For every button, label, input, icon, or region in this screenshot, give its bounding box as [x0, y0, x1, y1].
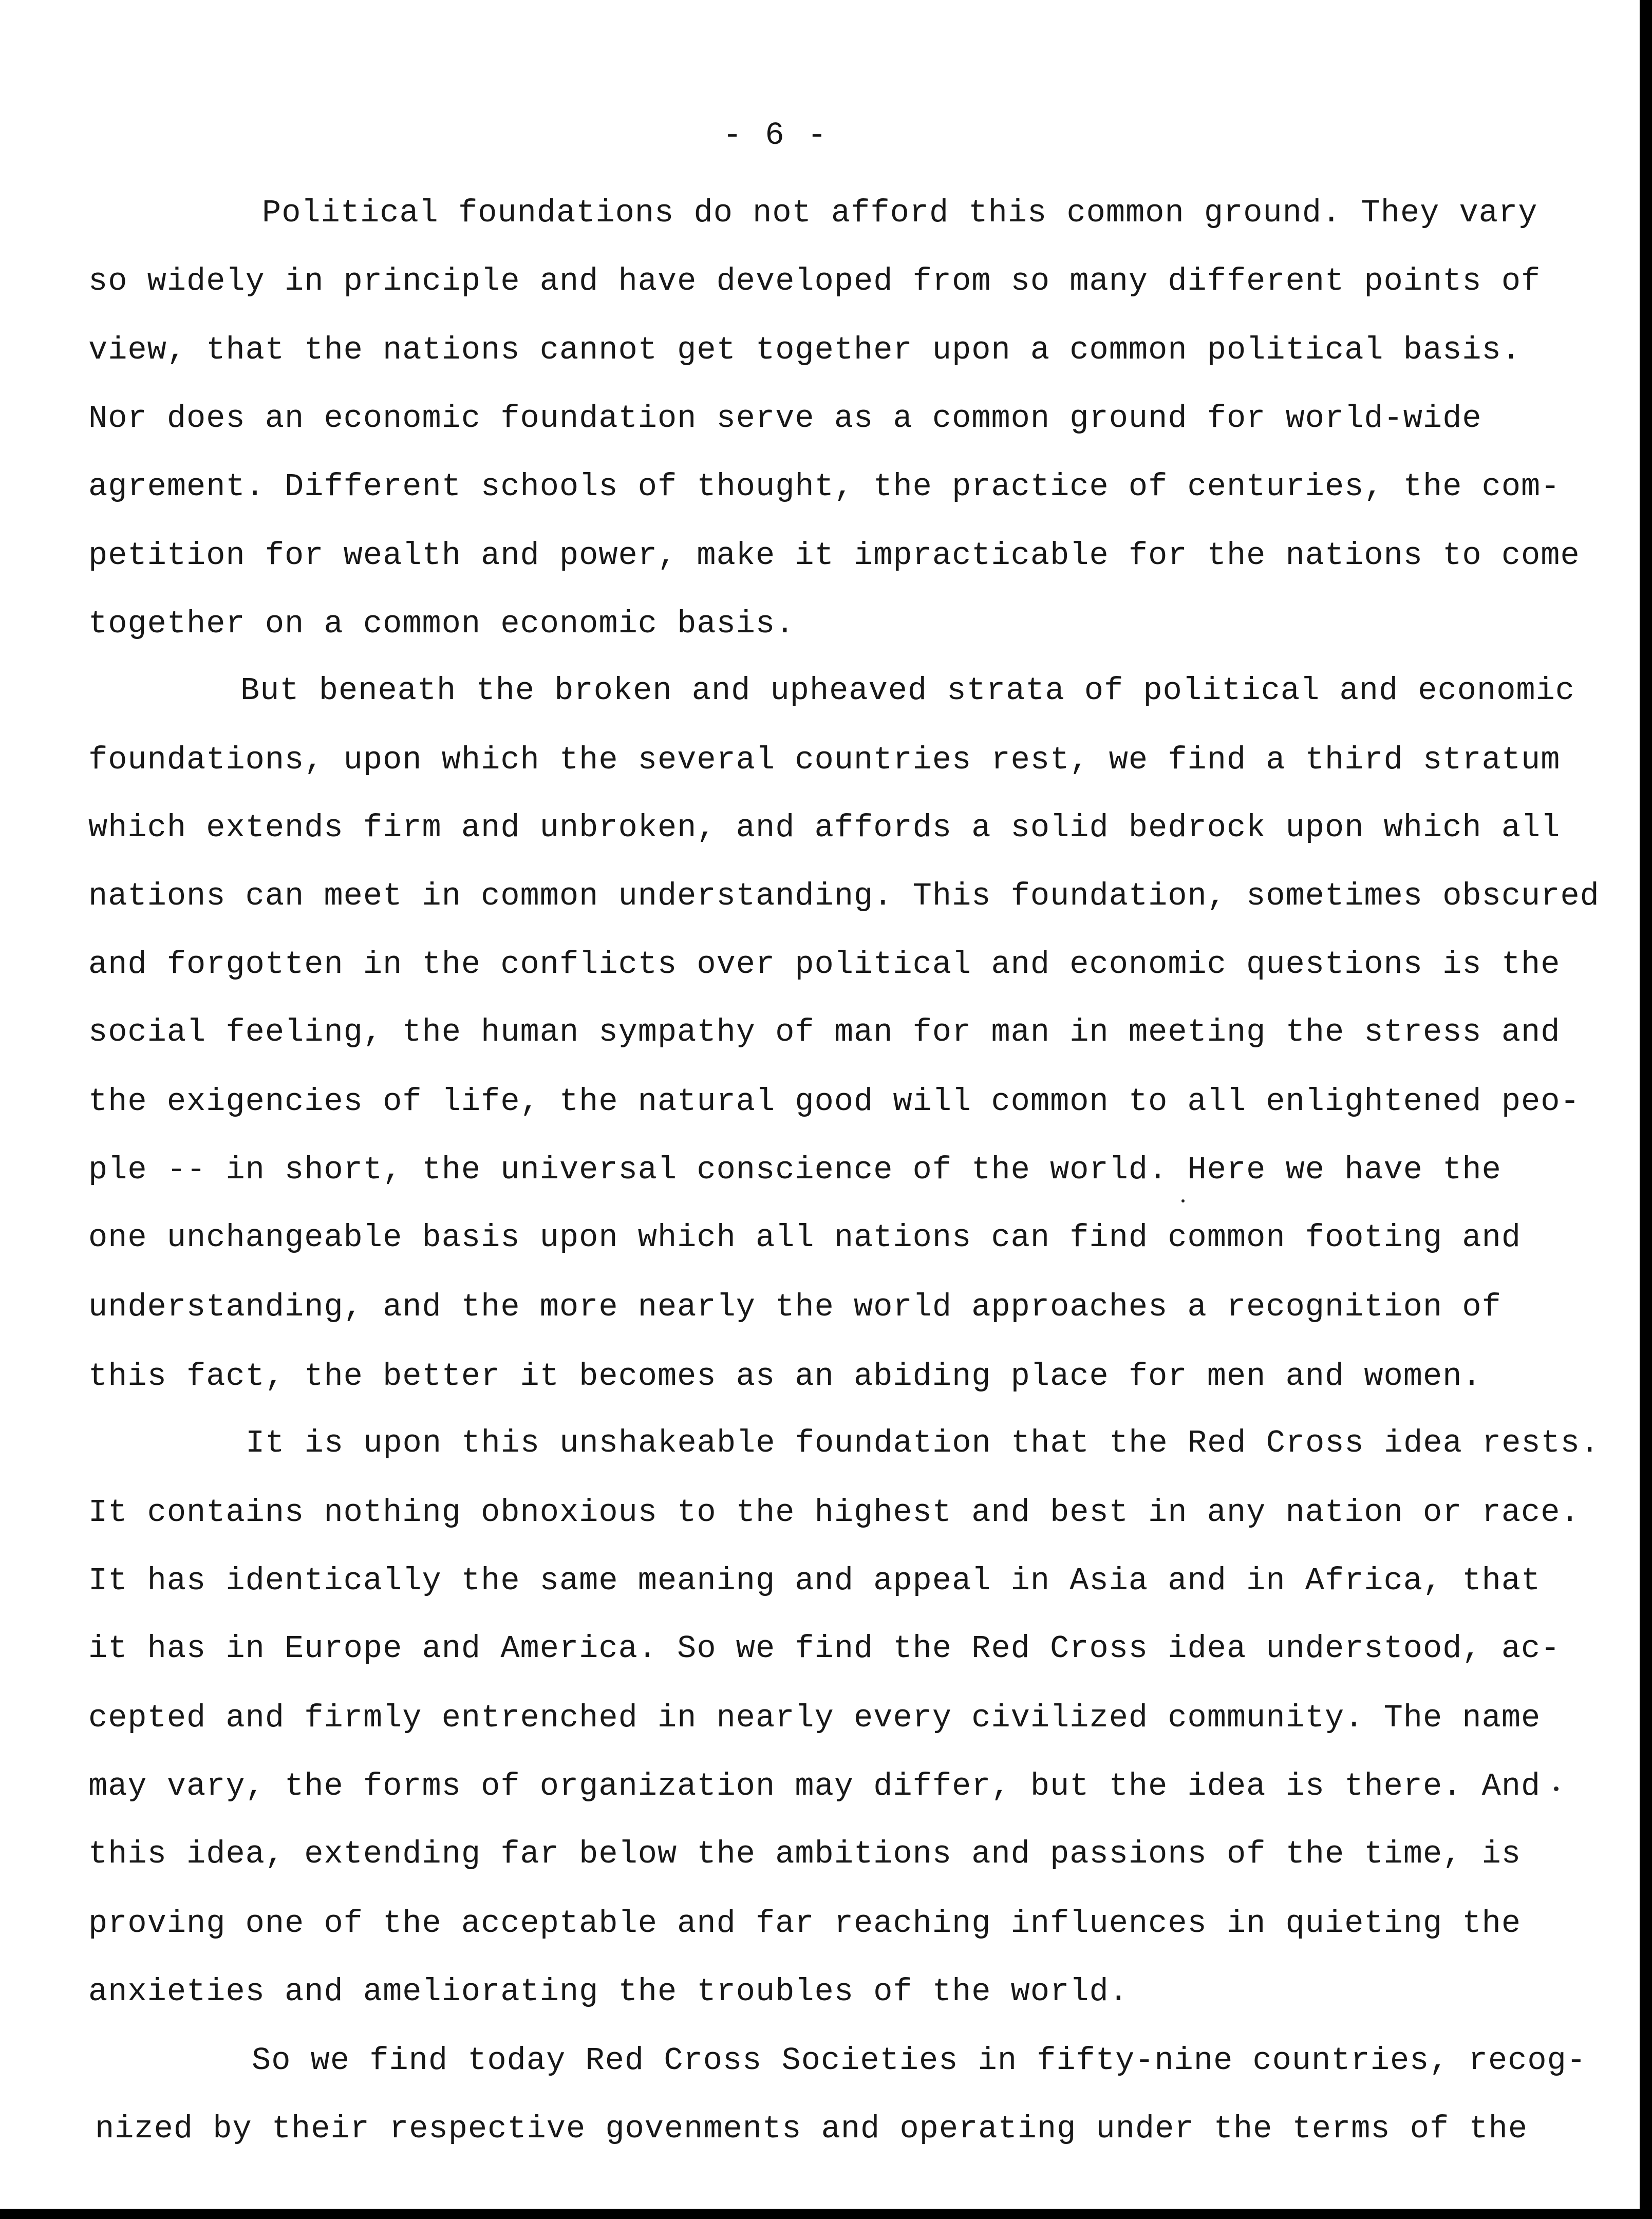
text-line: view, that the nations cannot get together upon a common political basis. — [88, 332, 1522, 368]
text-line: may vary, the forms of organization may differ, but the idea is there. And — [88, 1768, 1541, 1804]
text-line: Nor does an economic foundation serve as a common ground for world-wide — [88, 400, 1482, 437]
scan-border-bottom — [0, 2209, 1652, 2219]
text-line: So we find today Red Cross Societies in fifty-nine countries, recog- — [252, 2042, 1587, 2079]
stray-mark — [1554, 1787, 1559, 1791]
text-line: and forgotten in the conflicts over political and economic questions is the — [88, 946, 1561, 983]
scan-border-right — [1640, 0, 1652, 2219]
text-line: together on a common economic basis. — [88, 606, 795, 642]
text-line: understanding, and the more nearly the world approaches a recognition of — [88, 1289, 1501, 1325]
text-line: Political foundations do not afford this common ground. They vary — [262, 195, 1538, 231]
text-line: nations can meet in common understanding. This foundation, sometimes obscured — [88, 878, 1600, 914]
page-number: - 6 - — [722, 117, 829, 154]
text-line: cepted and firmly entrenched in nearly every civilized community. The name — [88, 1700, 1541, 1736]
text-line: which extends firm and unbroken, and affords a solid bedrock upon which all — [88, 810, 1561, 846]
text-line: It has identically the same meaning and appeal in Asia and in Africa, that — [88, 1563, 1541, 1599]
text-line: But beneath the broken and upheaved strata of political and economic — [240, 672, 1575, 709]
text-line: It contains nothing obnoxious to the highest and best in any nation or race. — [88, 1494, 1580, 1531]
text-line: so widely in principle and have developed from so many different points of — [88, 263, 1541, 299]
text-line: proving one of the acceptable and far reaching influences in quieting the — [88, 1905, 1522, 1942]
text-line: the exigencies of life, the natural good will common to all enlightened peo- — [88, 1083, 1580, 1120]
text-line: agrement. Different schools of thought, the practice of centuries, the com- — [88, 468, 1561, 505]
text-line: anxieties and ameliorating the troubles of the world. — [88, 1973, 1129, 2010]
text-line: petition for wealth and power, make it impracticable for the nations to come — [88, 537, 1580, 574]
stray-mark — [1181, 1199, 1185, 1202]
text-line: ple -- in short, the universal conscience of the world. Here we have the — [88, 1152, 1501, 1188]
text-line: social feeling, the human sympathy of man for man in meeting the stress and — [88, 1014, 1561, 1050]
text-line: nized by their respective govenments and operating under the terms of the — [95, 2111, 1528, 2147]
text-line: It is upon this unshakeable foundation that the Red Cross idea rests. — [246, 1425, 1600, 1461]
text-line: foundations, upon which the several countries rest, we find a third stratum — [88, 742, 1561, 778]
text-line: it has in Europe and America. So we find the Red Cross idea understood, ac- — [88, 1630, 1561, 1667]
text-line: this idea, extending far below the ambitions and passions of the time, is — [88, 1836, 1522, 1872]
text-line: one unchangeable basis upon which all nations can find common footing and — [88, 1219, 1522, 1256]
text-line: this fact, the better it becomes as an abiding place for men and women. — [88, 1358, 1482, 1395]
